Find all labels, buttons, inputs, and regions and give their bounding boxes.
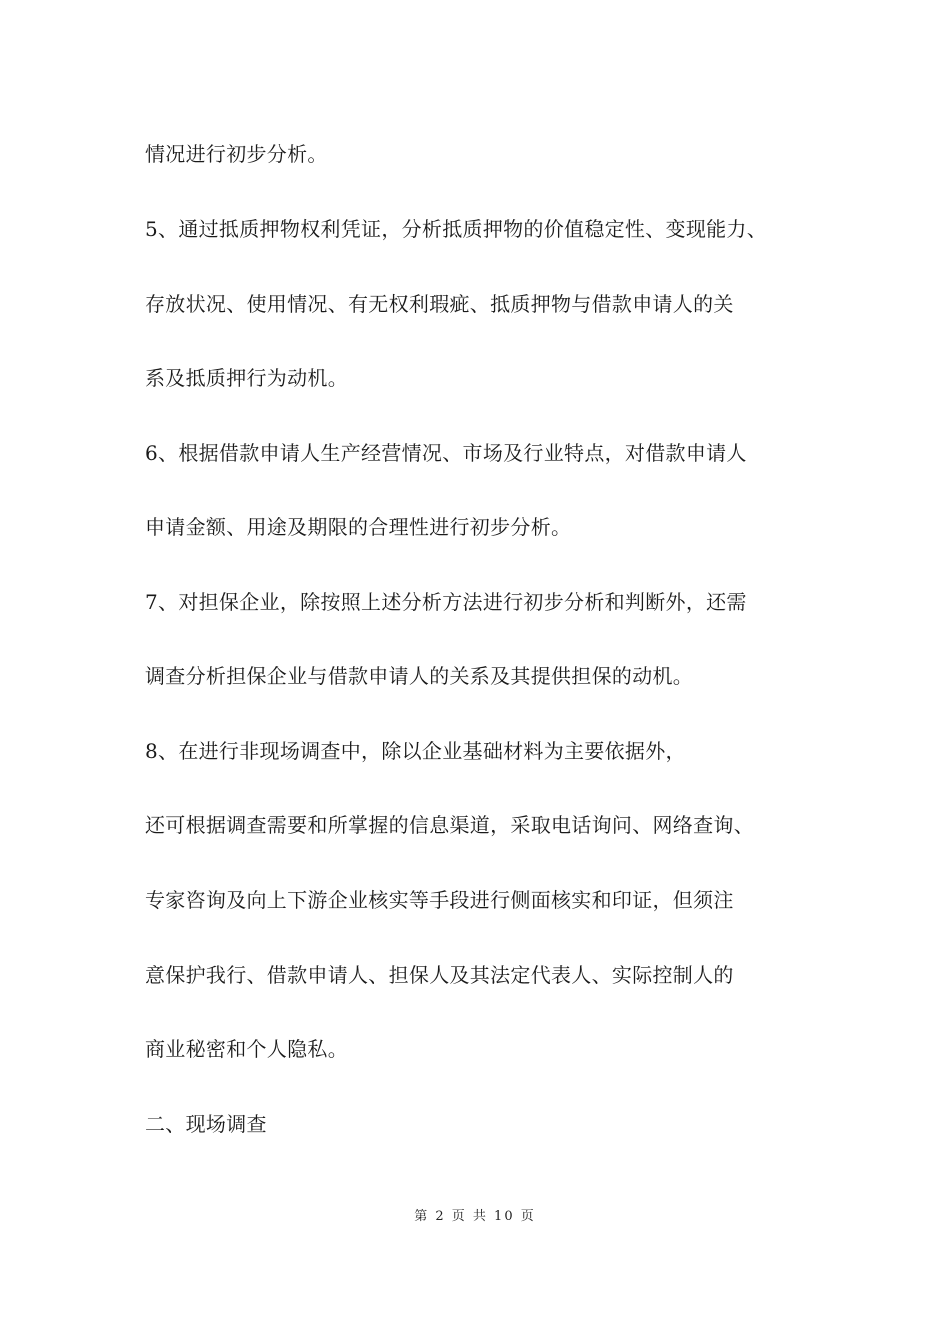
paragraph-line: 专家咨询及向上下游企业核实等手段进行侧面核实和印证，但须注 [145,888,734,912]
paragraph-line: 6、根据借款申请人生产经营情况、市场及行业特点，对借款申请人 [145,441,747,465]
paragraph-line: 意保护我行、借款申请人、担保人及其法定代表人、实际控制人的 [145,963,734,987]
paragraph-line: 5、通过抵质押物权利凭证，分析抵质押物的价值稳定性、变现能力、 [145,217,768,241]
paragraph-line: 系及抵质押行为动机。 [145,366,348,390]
paragraph-line: 8、在进行非现场调查中，除以企业基础材料为主要依据外， [145,739,686,763]
paragraph-line: 商业秘密和个人隐私。 [145,1037,348,1061]
paragraph-line: 7、对担保企业，除按照上述分析方法进行初步分析和判断外，还需 [145,590,747,614]
paragraph-line: 存放状况、使用情况、有无权利瑕疵、抵质押物与借款申请人的关 [145,292,734,316]
paragraph-line: 还可根据调查需要和所掌握的信息渠道，采取电话询问、网络查询、 [145,813,754,837]
page-number-footer: 第 2 页 共 10 页 [414,1209,536,1224]
paragraph-line: 情况进行初步分析。 [145,142,328,166]
section-heading: 二、现场调查 [145,1112,267,1136]
paragraph-line: 申请金额、用途及期限的合理性进行初步分析。 [145,515,572,539]
paragraph-line: 调查分析担保企业与借款申请人的关系及其提供担保的动机。 [145,664,694,688]
